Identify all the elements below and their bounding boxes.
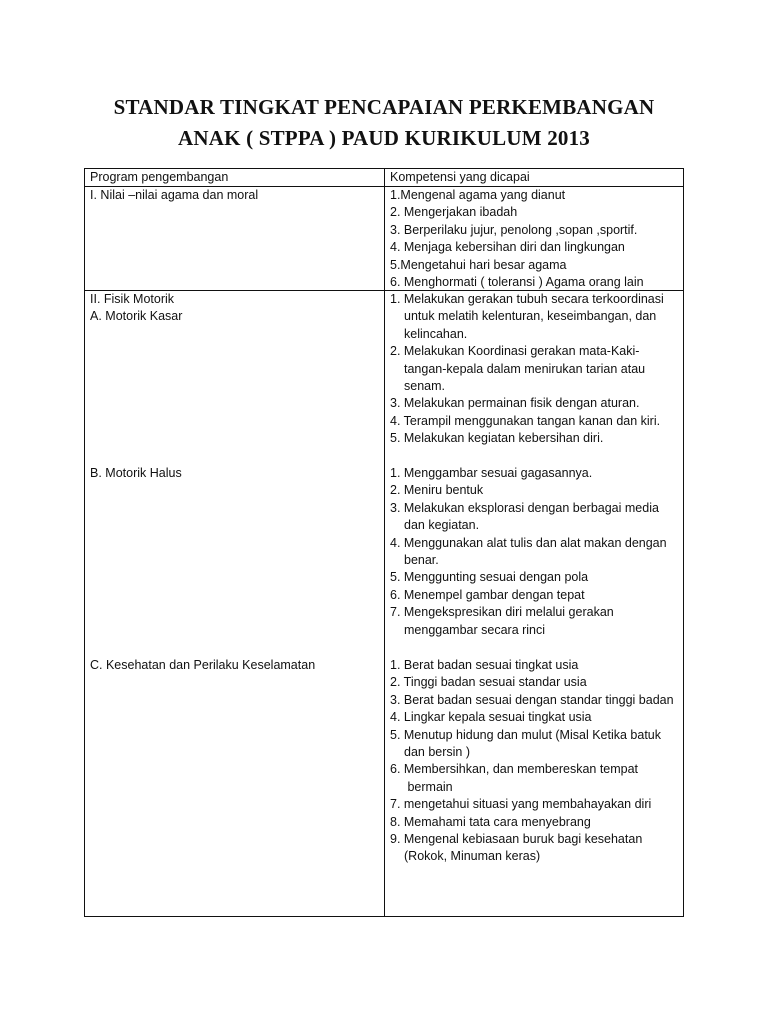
program-motorik-halus: B. Motorik Halus (90, 466, 182, 480)
list-item: 5.Mengetahui hari besar agama (390, 257, 567, 272)
list-item-continuation: benar. (404, 553, 439, 568)
list-item-continuation: kelincahan. (404, 326, 468, 341)
list-item: 4. Lingkar kepala sesuai tingkat usia (390, 710, 592, 725)
list-item-continuation: bermain (404, 779, 453, 794)
list-item: 4. Menggunakan alat tulis dan alat makan dengan (390, 535, 667, 550)
list-item: 1. Menggambar sesuai gagasannya. (390, 466, 593, 480)
title-line-2: ANAK ( STPPA ) PAUD KURIKULUM 2013 (177, 126, 590, 150)
list-item-continuation: menggambar secara rinci (404, 622, 546, 637)
column-divider (384, 169, 385, 916)
list-item-continuation: senam. (404, 379, 445, 394)
list-item: 3. Melakukan eksplorasi dengan berbagai media (390, 500, 659, 515)
list-item: 5. Menggunting sesuai dengan pola (390, 570, 589, 585)
list-item: 8. Memahami tata cara menyebrang (390, 814, 591, 829)
kompetensi-list-motorik-halus (390, 465, 667, 639)
list-item-continuation: (Rokok, Minuman keras) (404, 849, 541, 864)
list-item: 4. Terampil menggunakan tangan kanan dan kiri. (390, 413, 661, 428)
list-item: 1. Berat badan sesuai tingkat usia (390, 658, 579, 672)
list-item: 5. Menutup hidung dan mulut (Misal Ketika batuk (390, 727, 661, 742)
list-item: 2. Melakukan Koordinasi gerakan mata-Kaki- (390, 344, 640, 359)
list-item: 9. Mengenal kebiasaan buruk bagi kesehatan (390, 832, 643, 847)
list-item: 7. mengetahui situasi yang membahayakan diri (390, 797, 652, 812)
program-fisik-motorik-label: II. Fisik Motorik (90, 292, 175, 306)
list-item: 3. Berat badan sesuai dengan standar tinggi badan (390, 692, 674, 707)
list-item-continuation: dan kegiatan. (404, 518, 480, 533)
program-fisik-motorik (90, 291, 182, 326)
list-item: 2. Mengerjakan ibadah (390, 205, 518, 220)
program-motorik-kasar: A. Motorik Kasar (90, 309, 183, 324)
kompetensi-list-kesehatan (390, 657, 674, 866)
list-item: 6. Menghormati ( toleransi ) Agama orang lain (390, 275, 644, 290)
list-item: 2. Tinggi badan sesuai standar usia (390, 675, 587, 690)
stppa-table (84, 168, 684, 917)
program-nilai-agama: I. Nilai –nilai agama dan moral (90, 188, 259, 202)
list-item: 4. Menjaga kebersihan diri dan lingkungan (390, 240, 625, 255)
list-item: 5. Melakukan kegiatan kebersihan diri. (390, 431, 604, 446)
list-item: 7. Mengekspresikan diri melalui gerakan (390, 605, 614, 620)
list-item-continuation: untuk melatih kelenturan, keseimbangan, dan (404, 309, 657, 324)
list-item: 1. Melakukan gerakan tubuh secara terkoordinasi (390, 292, 664, 306)
list-item-continuation: dan bersin ) (404, 745, 471, 760)
kompetensi-list-nilai-agama (390, 187, 644, 291)
program-kesehatan-keselamatan: C. Kesehatan dan Perilaku Keselamatan (90, 658, 316, 672)
list-item: 2. Meniru bentuk (390, 483, 484, 498)
list-item-continuation: tangan-kepala dalam menirukan tarian atau (404, 361, 646, 376)
list-item: 3. Melakukan permainan fisik dengan aturan. (390, 396, 640, 411)
document-title (60, 92, 708, 154)
kompetensi-list-motorik-kasar (390, 291, 664, 448)
list-item: 6. Membersihkan, dan membereskan tempat (390, 762, 639, 777)
list-item: 1.Mengenal agama yang dianut (390, 188, 566, 202)
title-line-1: STANDAR TINGKAT PENCAPAIAN PERKEMBANGAN (113, 95, 655, 119)
list-item: 3. Berperilaku jujur, penolong ,sopan ,sportif. (390, 222, 638, 237)
header-kompetensi: Kompetensi yang dicapai (390, 170, 530, 184)
list-item: 6. Menempel gambar dengan tepat (390, 587, 585, 602)
header-program: Program pengembangan (90, 170, 229, 184)
